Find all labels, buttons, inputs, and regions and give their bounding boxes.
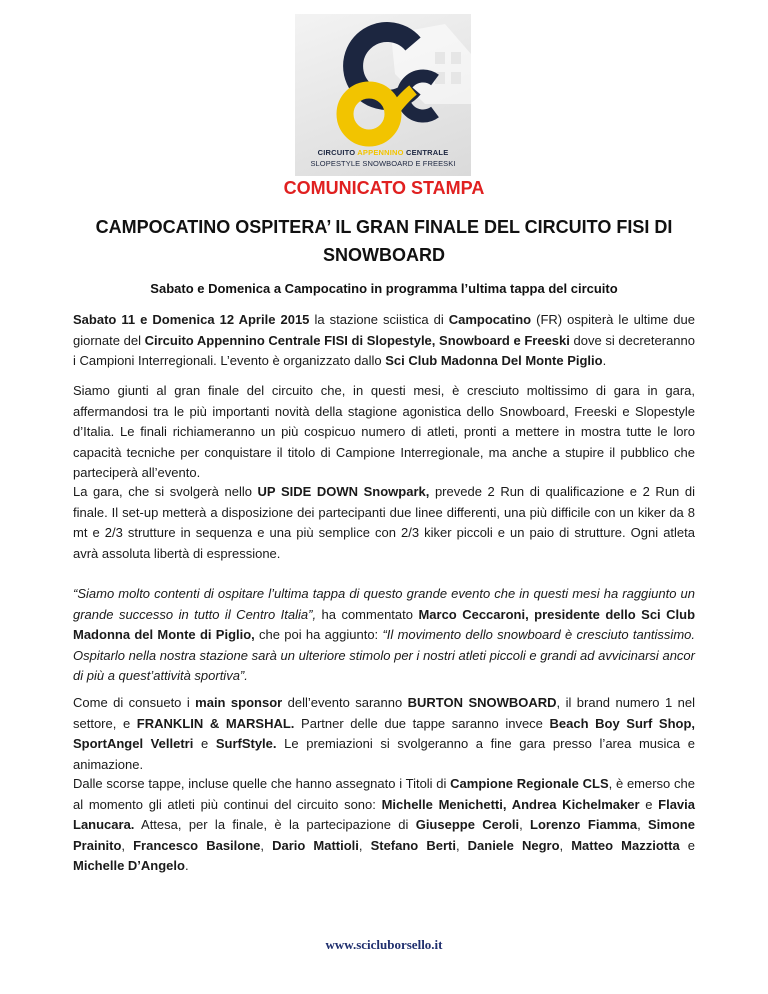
- footer-website-link[interactable]: www.scicluborsello.it: [325, 937, 443, 952]
- page-subtitle: Sabato e Domenica a Campocatino in programma l’ultima tappa del circuito: [150, 281, 618, 296]
- logo-subtitle: SLOPESTYLE SNOWBOARD E FREESKI: [310, 159, 456, 168]
- paragraph-race: La gara, che si svolgerà nello UP SIDE DOWN Snowpark, prevede 2 Run di qualificazione e 2 Run di finale. Il set-up metterà a disposizione dei partecipanti due linee differenti, una più difficile con un kiker da 8 mt e 2/3 strutture in sequenza e una più semplice con 2/3 kiker piccoli e un paio di strutture. Ogni atleta avrà assoluta libertà di espressione.: [73, 484, 695, 561]
- circuit-logo: [295, 14, 471, 176]
- logo-title: CIRCUITO APPENNINO CENTRALE: [317, 148, 449, 157]
- paragraph-circuit: Siamo giunti al gran finale del circuito che, in questi mesi, è cresciuto moltissimo di gara in gara, affermandosi tra le più importanti novità della stagione agonistica dello Snowboard, Freeski e Slopestyle d’Italia. Le finali richiameranno un più cospicuo numero di atleti, pronti a mettere in mostra tutte le loro capacità tecniche per conquistare il titolo di Campione Interregionale, ma anche a stupire il pubblico che parteciperà all’evento.: [73, 383, 695, 480]
- paragraph-quote: “Siamo molto contenti di ospitare l’ultima tappa di questo grande evento che in questi mesi ha raggiunto un grande successo in tutto il Centro Italia”, ha commentato Marco Ceccaroni, presidente dello Sci Club Madonna del Monte di Piglio, che poi ha aggiunto: “Il movimento dello snowboard è cresciuto tantissimo. Ospitarlo nella nostra stazione sarà un ulteriore stimolo per i nostri atleti piccoli e grandi ad avvicinarsi ancor di più a quest’attività sportiva”.: [73, 586, 696, 683]
- press-release-label: COMUNICATO STAMPA: [283, 178, 485, 198]
- page-title: CAMPOCATINO OSPITERA’ IL GRAN FINALE DEL CIRCUITO FISI DI SNOWBOARD: [95, 217, 673, 265]
- paragraph-athletes: Dalle scorse tappe, incluse quelle che hanno assegnato i Titoli di Campione Regionale CLS, è emerso che al momento gli atleti più continui del circuito sono: Michelle Menichetti, Andrea Kichelmaker e Flavia Lanucara. Attesa, per la finale, è la partecipazione di Giuseppe Ceroli, Lorenzo Fiamma, Simone Prainito, Francesco Basilone, Dario Mattioli, Stefano Berti, Daniele Negro, Matteo Mazziotta e Michelle D’Angelo.: [73, 776, 695, 873]
- paragraph-intro: Sabato 11 e Domenica 12 Aprile 2015 la stazione sciistica di Campocatino (FR) ospiterà le ultime due giornate del Circuito Appennino Centrale FISI di Slopestyle, Snowboard e Freeski dove si decreteranno i Campioni Interregionali. L’evento è organizzato dallo Sci Club Madonna Del Monte Piglio.: [73, 312, 695, 368]
- paragraph-sponsors: Come di consueto i main sponsor dell’evento saranno BURTON SNOWBOARD, il brand numero 1 nel settore, e FRANKLIN & MARSHAL. Partner delle due tappe saranno invece Beach Boy Surf Shop, SportAngel Velletri e SurfStyle. Le premiazioni si svolgeranno a fine gara presso l’area musica e animazione.: [73, 695, 695, 772]
